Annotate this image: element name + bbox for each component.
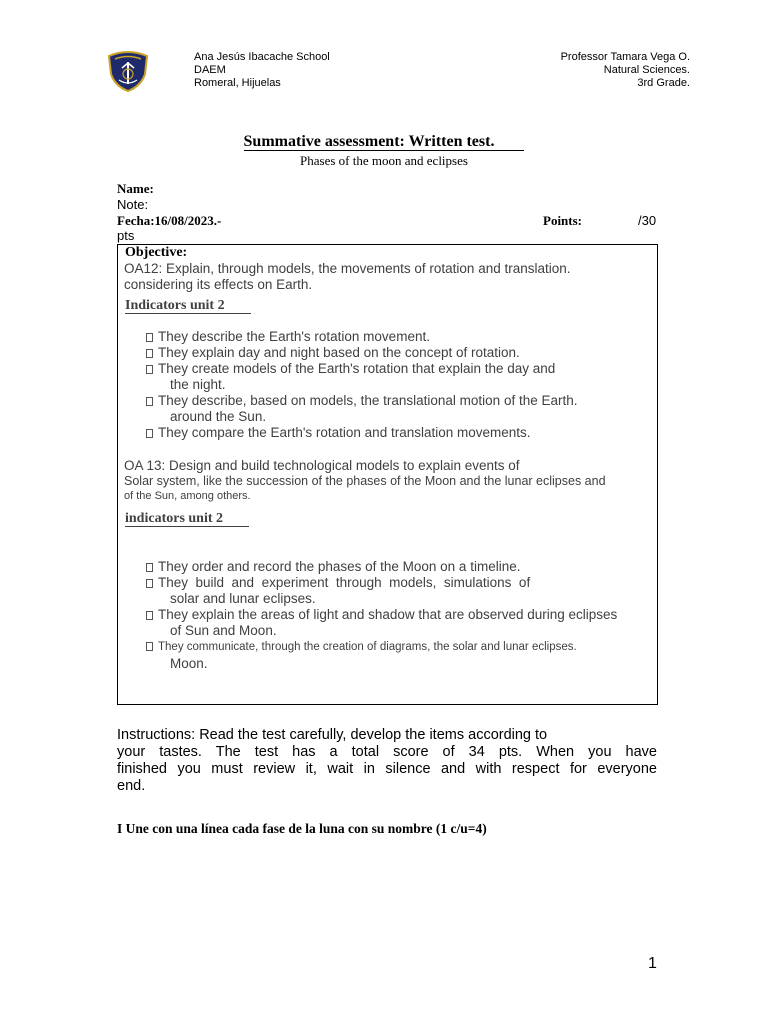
oa13-text [124,458,606,503]
list-item-continuation: Moon. [170,656,208,671]
list-item: They order and record the phases of the Moon on a timeline. [146,559,617,575]
grade-level: 3rd Grade. [637,77,690,89]
objective-label: Objective: [125,245,188,260]
points-value: /30 [638,213,657,228]
document-title [0,133,768,169]
school-org: DAEM [194,64,226,76]
page-number: 1 [648,955,657,972]
list-item-continuation: the night. [170,377,226,392]
oa13-line: Solar system, like the succession of the phases of the Moon and the lunar eclipses and [124,474,606,488]
name-field-label: Name: [117,181,154,196]
indicators-heading-1 [125,296,251,314]
list-item-continuation: of Sun and Moon. [170,623,277,638]
page-subtitle: Phases of the moon and eclipses [300,153,468,168]
list-item: They describe the Earth's rotation movement. [146,329,578,345]
list-item-continuation: around the Sun. [170,409,267,424]
page-title: Summative assessment: Written test. [244,134,525,151]
bullet-box-icon [146,611,153,620]
bullet-box-icon [146,579,153,588]
bullet-box-icon [146,642,153,651]
bullet-box-icon [146,563,153,572]
oa13-line: OA 13: Design and build technological models to explain events of [124,458,520,473]
subject-name: Natural Sciences. [603,64,690,76]
list-item: They communicate, through the creation of diagrams, the solar and lunar eclipses. [146,639,617,655]
indicators-heading-label: indicators unit 2 [125,512,249,527]
section-1-heading: I Une con una línea cada fase de la luna con su nombre (1 c/u=4) [117,821,487,836]
instructions-line: end. [117,778,146,794]
bullet-box-icon [146,429,153,438]
oa13-line: of the Sun, among others. [124,490,251,502]
note-field-label: Note: [117,197,149,212]
bullet-box-icon [146,333,153,342]
list-item-continuation: solar and lunar eclipses. [170,591,316,606]
bullet-box-icon [146,397,153,406]
oa12-text [124,261,571,293]
list-item: They explain day and night based on the concept of rotation. [146,345,578,361]
list-item: They create models of the Earth's rotation that explain the day and [146,361,578,377]
school-location: Romeral, Hijuelas [194,77,281,89]
school-name: Ana Jesús Ibacache School [194,51,330,63]
instructions-line: your tastes. The test has a total score of 34 pts. When you have [117,744,657,760]
indicators-list-2 [146,559,617,672]
list-item: They explain the areas of light and shadow that are observed during eclipses [146,607,617,623]
date-field: Fecha:16/08/2023.- [117,213,222,228]
points-label: Points: [543,213,582,228]
instructions-line: Instructions: Read the test carefully, develop the items according to [117,727,548,743]
oa12-line: considering its effects on Earth. [124,277,313,292]
indicators-list-1 [146,329,578,441]
list-item: They build and experiment through models, simulations of [146,575,617,591]
school-info [194,51,330,90]
bullet-box-icon [146,349,153,358]
indicators-heading-label: Indicators unit 2 [125,299,251,314]
instructions-line: finished you must review it, wait in silence and with respect for everyone [117,761,657,777]
list-item: They describe, based on models, the translational motion of the Earth. [146,393,578,409]
school-logo-icon [105,50,151,92]
bullet-box-icon [146,365,153,374]
pts-label: pts [117,228,135,243]
oa12-line: OA12: Explain, through models, the movements of rotation and translation. [124,261,571,276]
teacher-info [561,51,690,90]
indicators-heading-2 [125,509,249,527]
instructions-paragraph [117,727,657,795]
list-item: They compare the Earth's rotation and translation movements. [146,425,578,441]
teacher-name: Professor Tamara Vega O. [560,51,690,63]
